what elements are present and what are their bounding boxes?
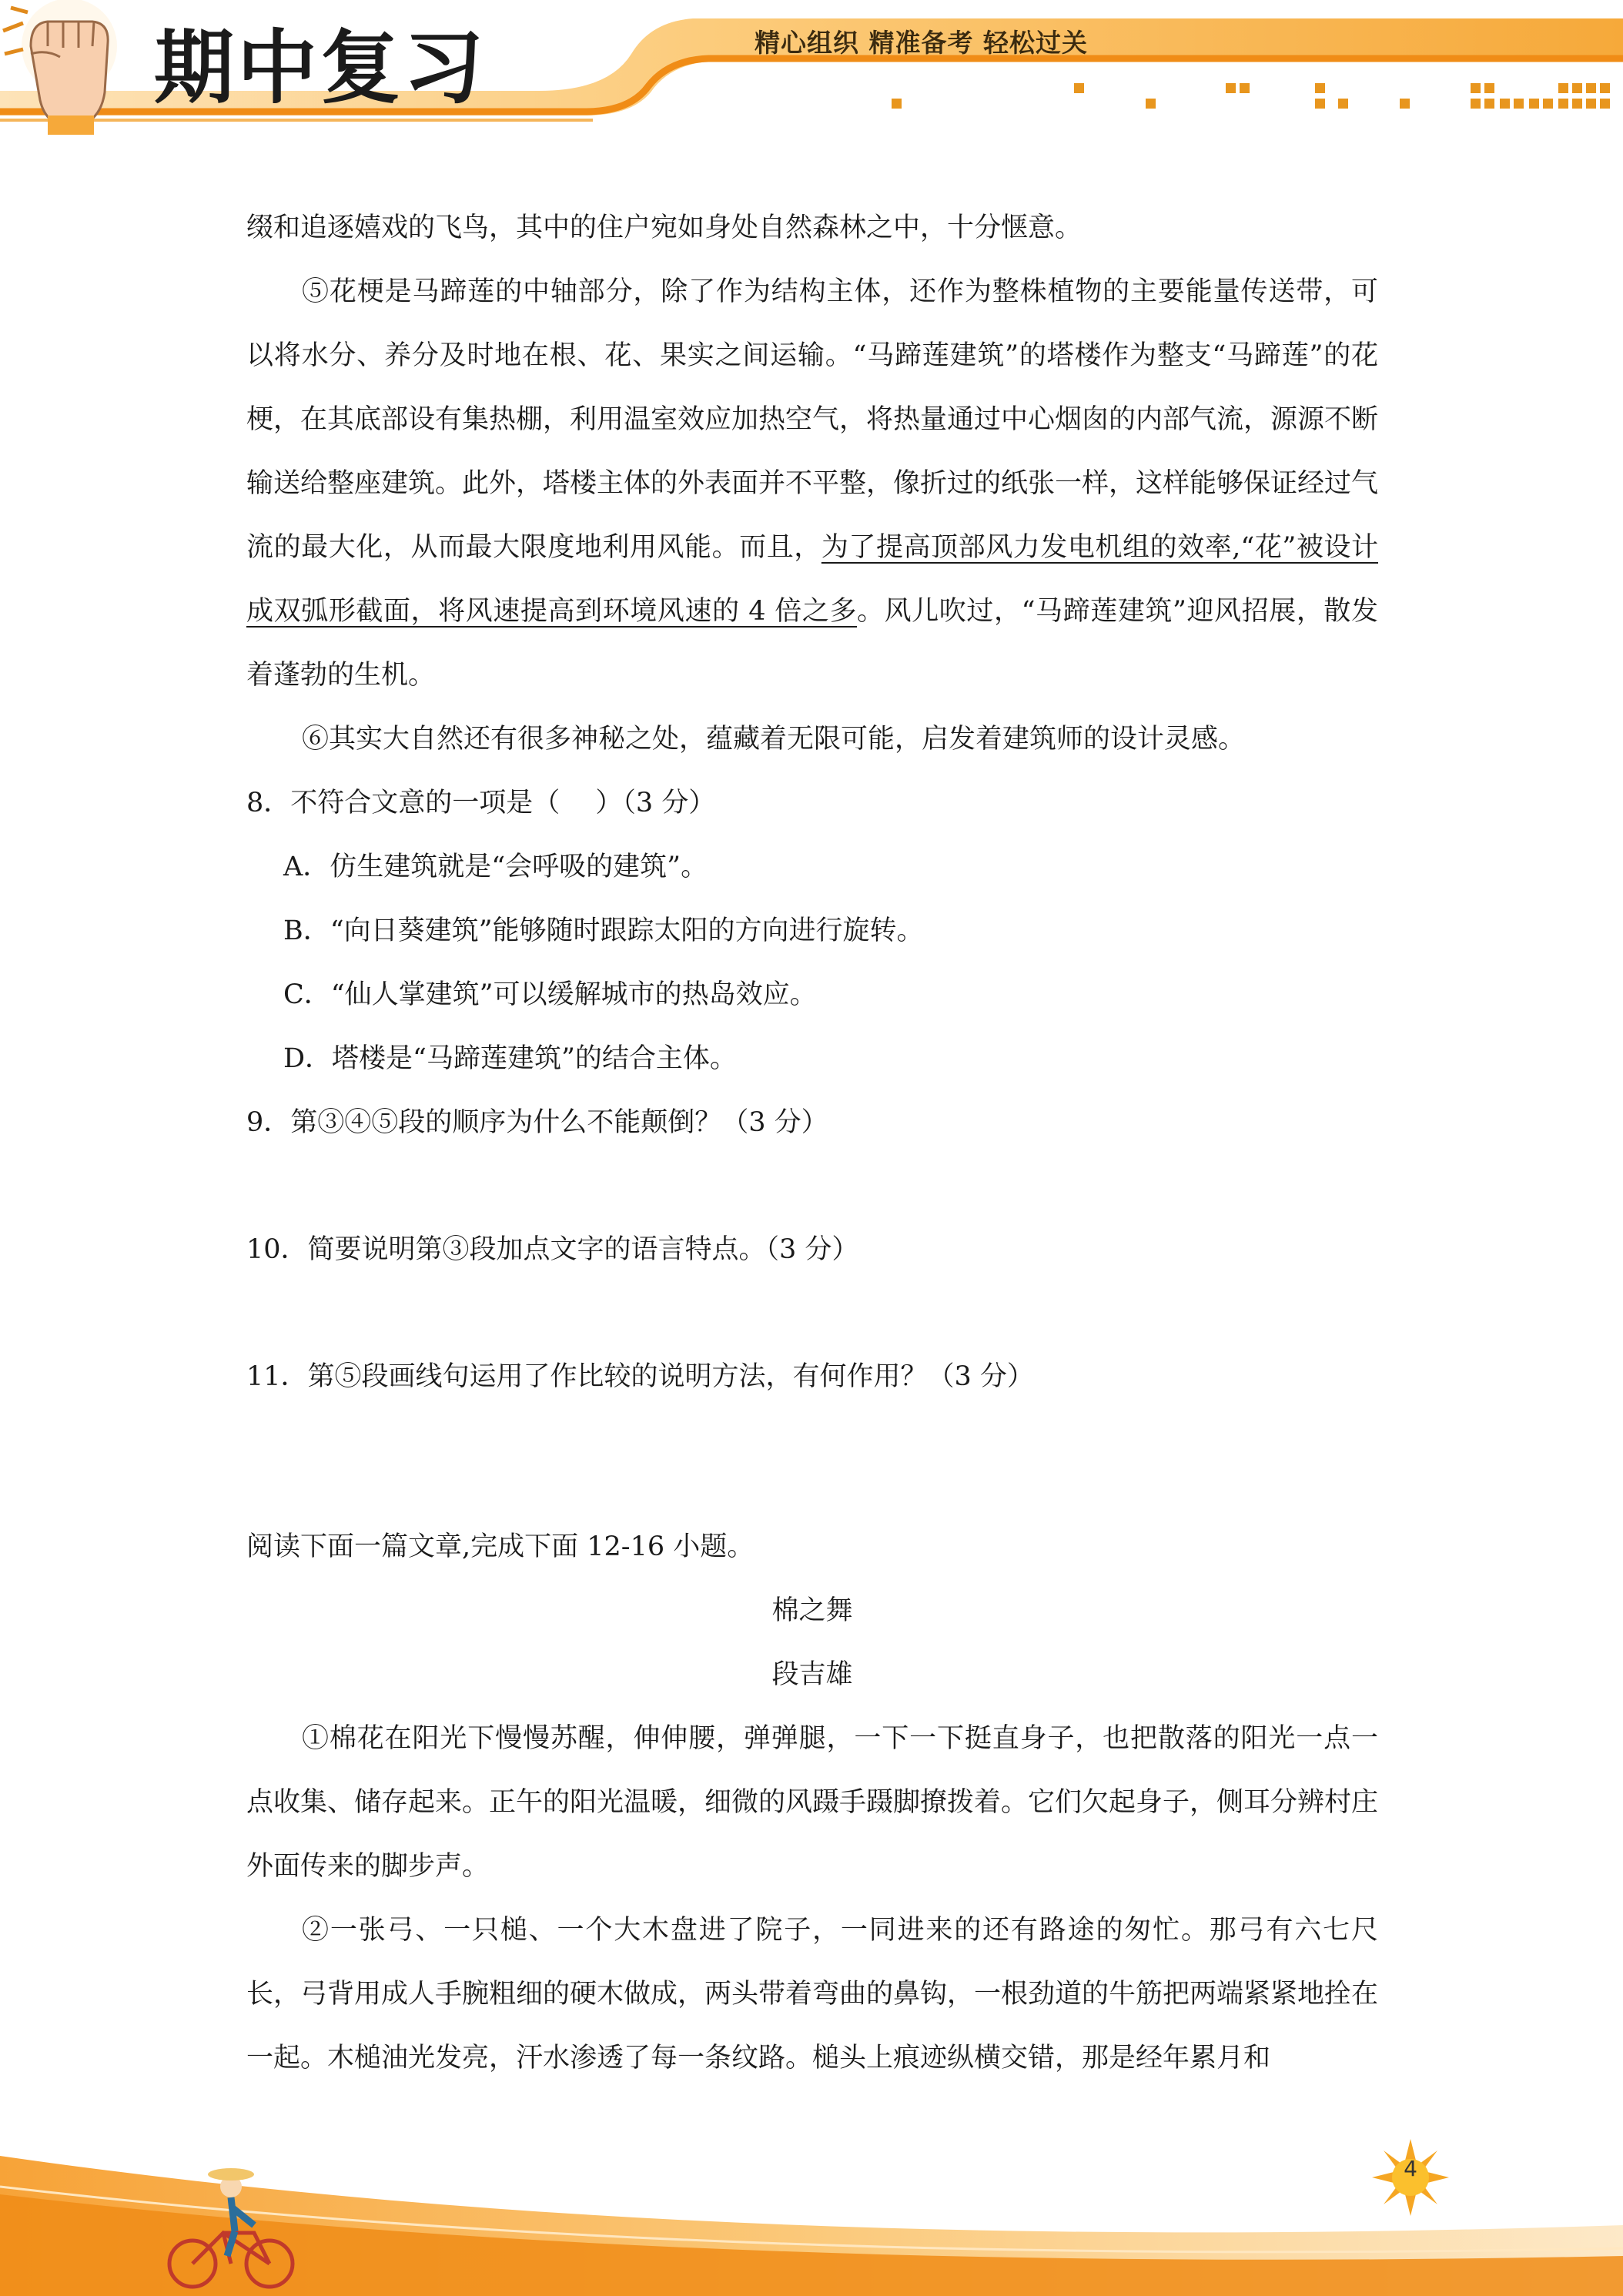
article-paragraph-2: ②一张弓、一只槌、一个大木盘进了院子，一同进来的还有路途的匆忙。那弓有六七尺长，弓背用成人手腕粗细的硬木做成，两头带着弯曲的鼻钩，一根劲道的牛筋把两端紧紧地拴在一起。木槌油光发亮，汗水渗透了每一条纹路。槌头上痕迹纵横交错，那是经年累月和 <box>246 1915 1379 2073</box>
answer-space <box>246 1409 1378 1515</box>
question-8-option-b: B．“向日葵建筑”能够随时跟踪太阳的方向进行旋转。 <box>283 915 924 946</box>
paragraph-5-text-a: ⑤花梗是马蹄莲的中轴部分，除了作为结构主体，还作为整株植物的主要能量传送带，可以将水分、养分及时地在根、花、果实之间运输。“马蹄莲建筑”的塔楼作为整支“马蹄莲”的花梗，在其底部设有集热棚，利用温室效应加热空气，将热量通过中心烟囱的内部气流，源源不断输送给整座建筑。此外，塔楼主体的外表面并不平整，像折过的纸张一样，这样能够保证经过气流的最大化，从而最大限度地利用风能。而且， <box>246 276 1379 563</box>
question-8-option-c: C．“仙人掌建筑”可以缓解城市的热岛效应。 <box>283 979 817 1010</box>
header-slogan: 精心组织 精准备考 轻松过关 <box>755 28 1088 58</box>
answer-space <box>246 1282 1378 1345</box>
question-9: 9．第③④⑤段的顺序为什么不能颠倒？（3 分） <box>246 1107 828 1138</box>
answer-space <box>246 1155 1378 1218</box>
article-title: 棉之舞 <box>771 1595 853 1626</box>
header-banner <box>0 0 1623 135</box>
paragraph-6: ⑥其实大自然还有很多神秘之处，蕴藏着无限可能，启发着建筑师的设计灵感。 <box>302 724 1246 755</box>
question-11: 11．第⑤段画线句运用了作比较的说明方法，有何作用？（3 分） <box>246 1361 1034 1392</box>
question-8-option-d: D．塔楼是“马蹄莲建筑”的结合主体。 <box>283 1043 737 1074</box>
paragraph-continued: 缀和追逐嬉戏的飞鸟，其中的住户宛如身处自然森林之中，十分惬意。 <box>246 213 1083 243</box>
article-paragraph-1: ①棉花在阳光下慢慢苏醒，伸伸腰，弹弹腿，一下一下挺直身子，也把散落的阳光一点一点收集、储存起来。正午的阳光温暖，细微的风蹑手蹑脚撩拨着。它们欠起身子，侧耳分辨村庄外面传来的脚步声。 <box>246 1723 1379 1882</box>
question-10: 10．简要说明第③段加点文字的语言特点。（3 分） <box>246 1234 859 1265</box>
paragraph-5 <box>246 260 1378 708</box>
question-8-option-a: A．仿生建筑就是“会呼吸的建筑”。 <box>283 852 708 882</box>
reading-intro: 阅读下面一篇文章,完成下面 12-16 小题。 <box>246 1531 755 1562</box>
brand-title: 期中复习 <box>154 21 487 115</box>
page-number: 4 <box>1404 2156 1417 2181</box>
underlined-sentence: 为了提高顶部风力发电机组的效率,“花”被设计成双弧形截面，将风速提高到环境风速的 4 倍之多 <box>246 532 1378 627</box>
question-8: 8．不符合文意的一项是（ ）（3 分） <box>246 788 716 818</box>
pixel-dots <box>892 83 1610 109</box>
document-body <box>246 196 1378 2090</box>
article-author: 段吉雄 <box>771 1659 853 1690</box>
paragraph-5-text-b: 。风儿吹过，“马蹄莲建筑”迎风招展，散发着蓬勃的生机。 <box>246 596 1378 691</box>
